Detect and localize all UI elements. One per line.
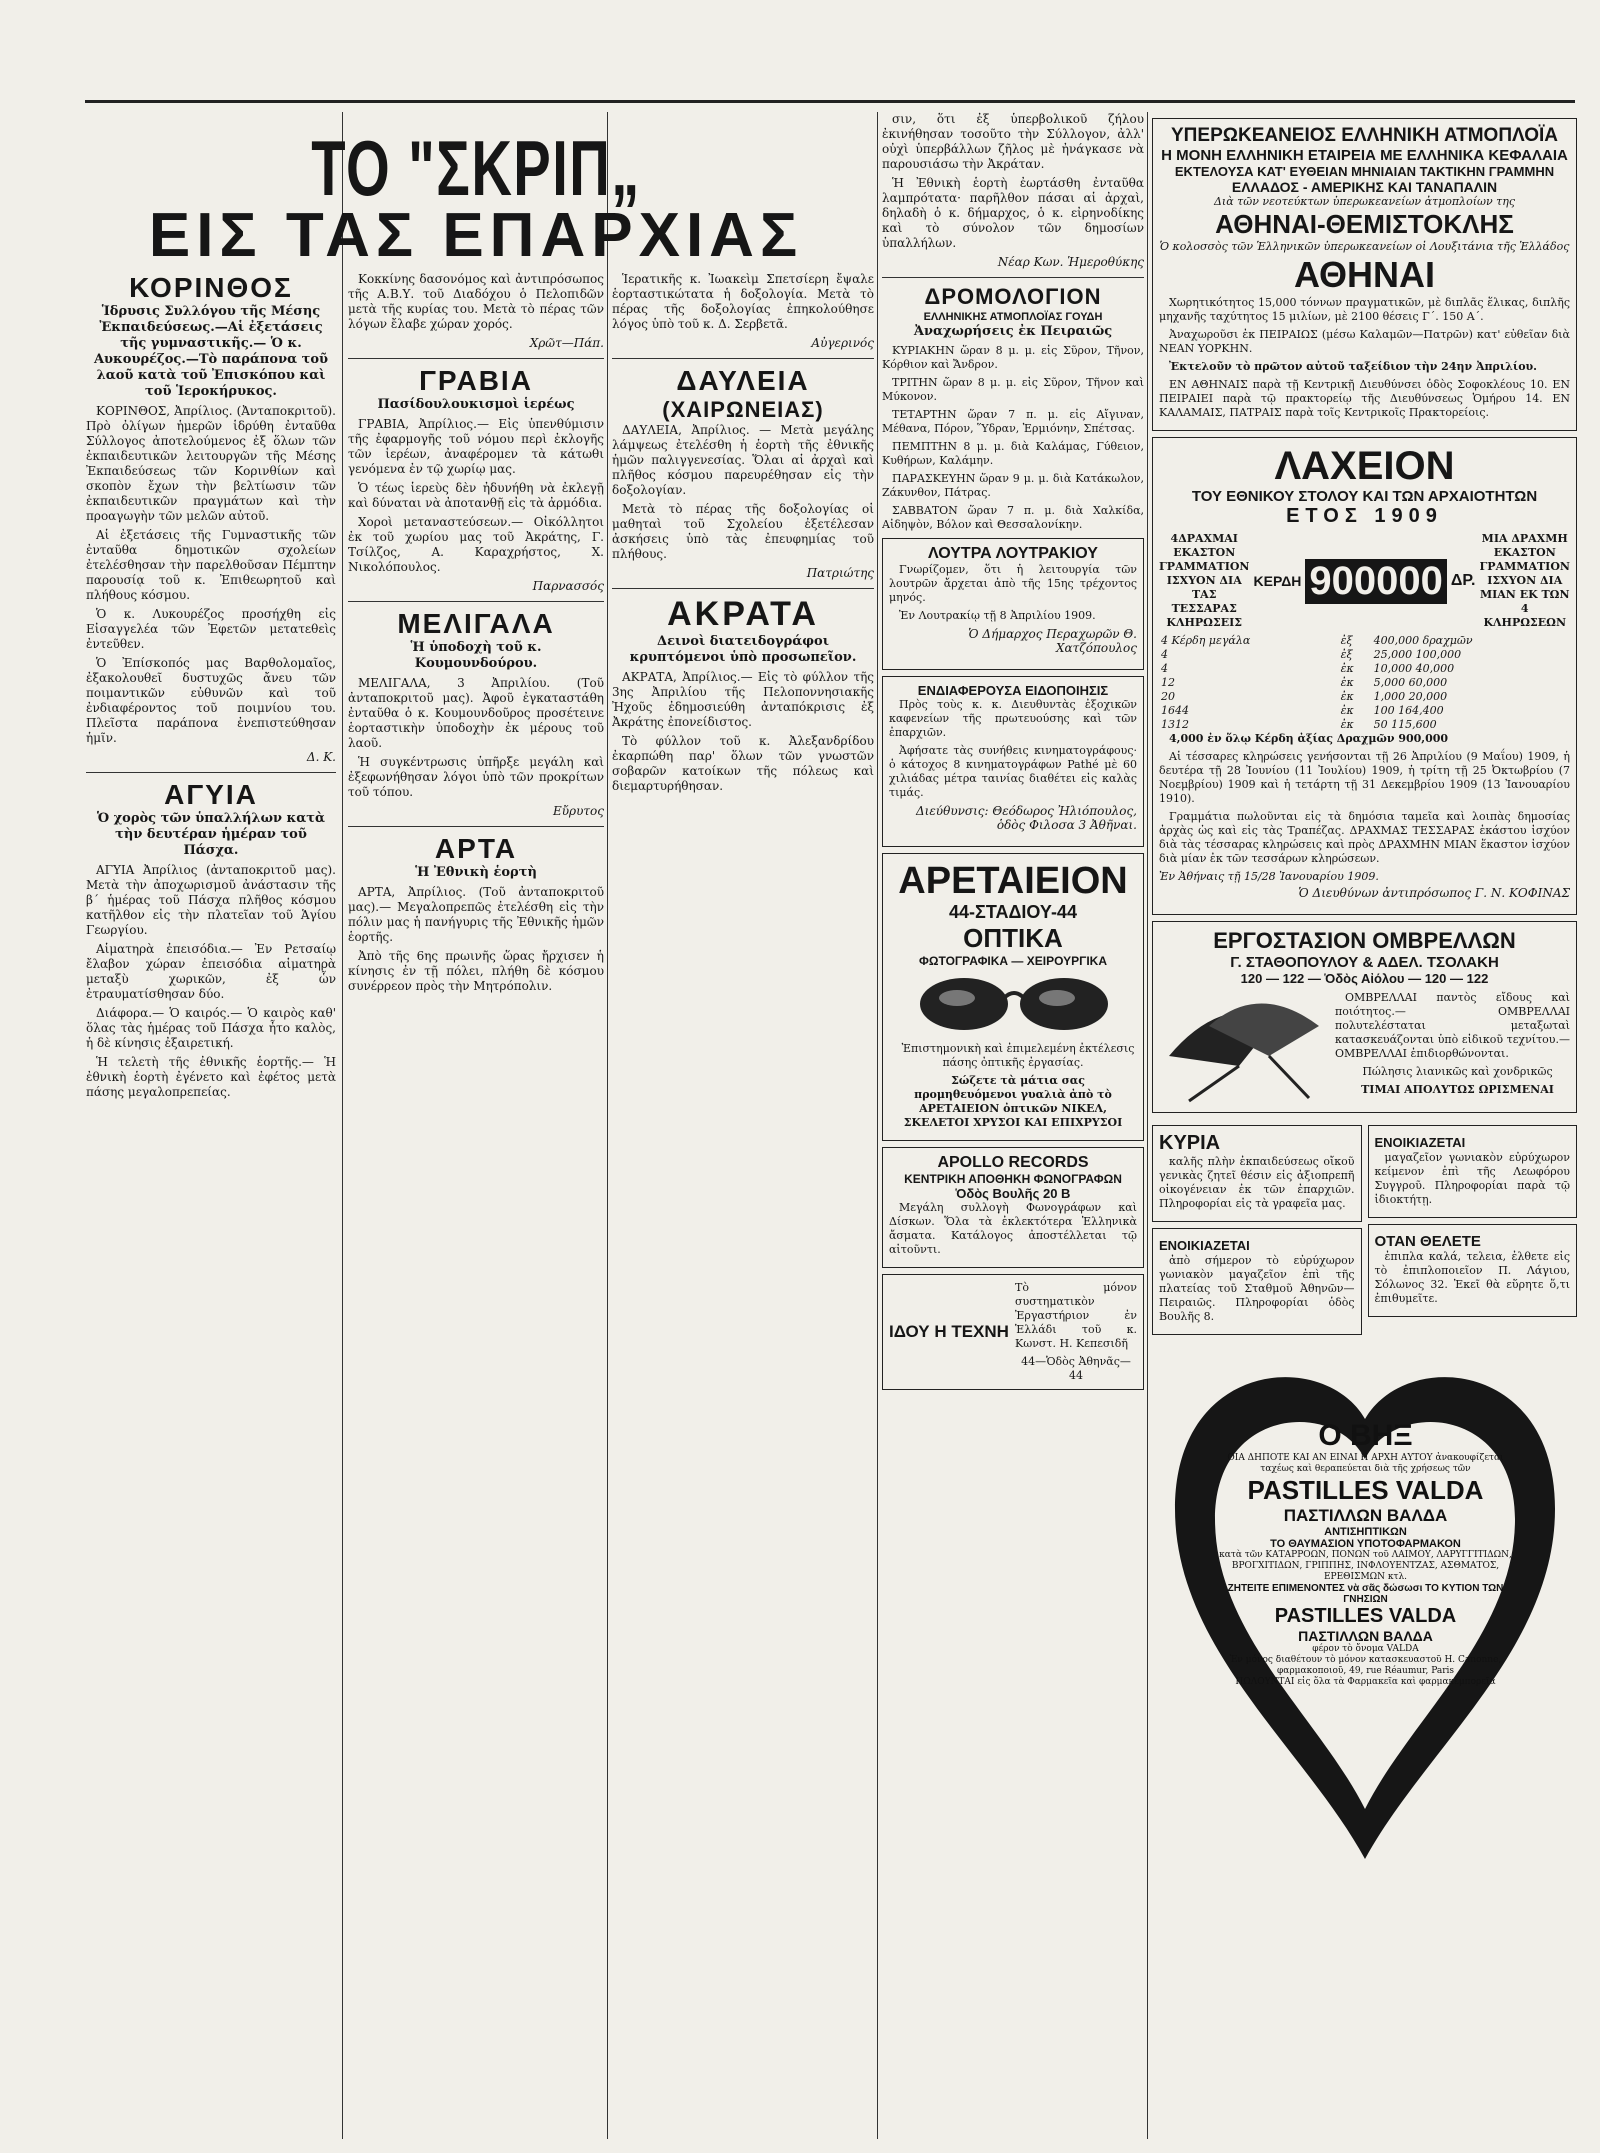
- schedule-row: ΤΡΙΤΗΝ ὥραν 8 μ. μ. εἰς Σῦρον, Τῆνον καὶ Μύκονον.: [882, 376, 1144, 403]
- lottery-right-text: ΜΙΑ ΔΡΑΧΜΗ ΕΚΑΣΤΟΝ ΓΡΑΜΜΑΤΙΟΝ ΙΣΧΥΟΝ ΔΙΑ ΜΙΑΝ ΕΚ ΤΩΝ 4 ΚΛΗΡΩΣΕΩΝ: [1479, 532, 1570, 629]
- article-paragraph: Ἀπὸ τῆς 6ης πρωινῆς ὥρας ἤρχισεν ἡ κίνησις ἐν τῇ πόλει, πλήθη δὲ κόσμου συνέρρεον πρὸς τὴν Μητρόπολιν.: [348, 949, 604, 993]
- schedule-row: ΠΕΜΠΤΗΝ 8 μ. μ. διὰ Καλάμας, Γύθειον, Κυθήρων, Καλάμην.: [882, 440, 1144, 467]
- article-paragraph: Αἱ ἐξετάσεις τῆς Γυμναστικῆς τῶν ἐνταῦθα δημοτικῶν σχολείων ἐτελέσθησαν τὴν παρελθοῦσαν Πέμπτην παρουσίᾳ τοῦ κ. Ἐπιθεωρητοῦ καὶ πλήθους κόσμου.: [86, 528, 336, 602]
- column-4: [882, 112, 1144, 2141]
- column-2: [348, 272, 604, 2141]
- article-lead: Ὁ χορὸς τῶν ὑπαλλήλων κατὰ τὴν δευτέραν ἡμέραν τοῦ Πάσχα.: [96, 811, 326, 858]
- section-subtitle: (ΧΑΙΡΩΝΕΙΑΣ): [662, 397, 824, 422]
- valda-text: κατὰ τῶν ΚΑΤΑΡΡΟΩΝ, ΠΟΝΩΝ τοῦ ΛΑΙΜΟΥ, ΛΑΡΥΓΓΙΤΙΔΩΝ, ΒΡΟΓΧΙΤΙΔΩΝ, ΓΡΙΠΠΗΣ, ΙΝΦΛΟΥΕΝΤΖΑΣ, ΑΣΘΜΑΤΟΣ, ΕΡΕΘΙΣΜΩΝ κτλ.: [1219, 1550, 1512, 1582]
- lottery-date: Ἐν Ἀθήναις τῇ 15/28 Ἰανουαρίου 1909.: [1159, 870, 1379, 883]
- ad-title: ΑΡΕΤΑΙΕΙΟΝ: [898, 860, 1128, 902]
- article-signature: Χρῶτ—Πάπ.: [529, 336, 604, 350]
- divider: [612, 358, 874, 359]
- valda-heart-ad: [1155, 1349, 1575, 1869]
- aretaieion-ad: [882, 853, 1144, 1141]
- divider: [348, 601, 604, 602]
- ad-address: Ὁδὸς Βουλῆς 20 Β: [955, 1186, 1071, 1201]
- notice-date: Ἐν Λουτρακίῳ τῇ 8 Ἀπριλίου 1909.: [899, 609, 1096, 622]
- prize-sep: ἐκ: [1340, 662, 1354, 675]
- valda-text: ΟΙΑ ΔΗΠΟΤΕ ΚΑΙ ΑΝ ΕΙΝΑΙ Η ΑΡΧΗ ΑΥΤΟΥ ἀνακουφίζεται ταχέως καὶ θεραπεύεται διὰ τῆς χρήσεως τῶν: [1227, 1453, 1504, 1474]
- apollo-records-ad: [882, 1147, 1144, 1268]
- article-paragraph: Μετὰ τὸ πέρας τῆς δοξολογίας οἱ μαθηταὶ τοῦ Σχολείου ἐξετέλεσαν ἀσκήσεις ὑπὸ τὰς ἐπευφημίας τοῦ πλήθους.: [612, 502, 874, 561]
- classified-text: ἐπιπλα καλά, τελεια, ἐλθετε εἰς τὸ ἐπιπλοποιεῖον Π. Λάγιου, Σόλωνος 32. Ἐκεῖ θὰ εὕρητε ὅ,τι ἐπιθυμεῖτε.: [1374, 1250, 1570, 1305]
- lottery-total: 4,000 ἐν ὅλῳ Κέρδη ἀξίας Δραχμῶν 900,000: [1169, 732, 1449, 745]
- ad-line: ΕΛΛΑΔΟΣ - ΑΜΕΡΙΚΗΣ ΚΑΙ ΤΑΝΑΠΑΛΙΝ: [1231, 179, 1498, 195]
- section-title-gravia: ΓΡΑΒΙΑ: [419, 365, 533, 396]
- notice-text: Ἀφήσατε τὰς συνήθεις κινηματογράφους· ὁ κάτοχος 8 κινηματογράφων Pathé μὲ 60 χιλιάδας μέτρα ταινίας διαθέτει εἰς καλὰς τιμάς.: [889, 744, 1137, 799]
- ship-names: ΑΘΗΝΑΙ-ΘΕΜΙΣΤΟΚΛΗΣ: [1215, 209, 1514, 239]
- article-paragraph: ΓΡΑΒΙΑ, Ἀπρίλιος.— Εἰς ὑπενθύμισιν τῆς ἐφαρμογῆς τοῦ νόμου περὶ ἐκλογῆς τῶν ἱερέων, ἀναφέρομεν τὰ κάτωθι γενόμενα ἐν τῷ χωρίῳ μας.: [348, 417, 604, 476]
- article-paragraph: ΑΡΤΑ, Ἀπρίλιος. (Τοῦ ἀνταποκριτοῦ μας).— Μεγαλοπρεπῶς ἐτελέσθη εἰς τὴν πόλιν μας ἡ πανήγυρις τῆς Ἐθνικῆς ἡμῶν ἑορτῆς.: [348, 885, 604, 944]
- valda-brand: PASTILLES VALDA: [1274, 1605, 1457, 1627]
- prize-count: 4: [1161, 662, 1168, 675]
- classifieds-right: [1368, 1119, 1578, 1341]
- ferry-schedule: [882, 284, 1144, 532]
- article-paragraph: ΑΚΡΑΤΑ, Ἀπρίλιος.— Εἰς τὸ φύλλον τῆς 3ης Ἀπριλίου τῆς Πελοποννησιακῆς Ἠχοῦς ἐδημοσιεύθη ἀνταπόκρισις ἐξ Ἀκράτης ἐπονείδιστος.: [612, 670, 874, 729]
- notice-signature: Διεύθυνσις: Θεόδωρος Ἠλιόπουλος, ὁδὸς Φιλοσα 3 Ἀθῆναι.: [915, 804, 1137, 832]
- lottery-text: Γραμμάτια πωλοῦνται εἰς τὰ δημόσια ταμεῖα καὶ λοιπὰς δημοσίας ἀρχὰς ὡς καὶ εἰς τὰς Τραπέζας. ΔΡΑΧΜΑΣ ΤΕΣΣΑΡΑΣ ἑκάστου ἰσχύον διὰ τὰς τέσσαρας κληρώσεις καὶ πρὸς ΔΡΑΧΜΗΝ ΜΙΑΝ ἕκαστον ἰσχύον διὰ μίαν ἐκ τῶν τεσσάρων κληρώσεων.: [1159, 810, 1570, 865]
- article-paragraph: Ἡ τελετὴ τῆς ἐθνικῆς ἑορτῆς.— Ἡ ἐθνικὴ ἑορτὴ ἐγένετο καὶ ἐφέτος μετὰ πάσης μεγαλοπρεπείας.: [86, 1055, 336, 1099]
- valda-text: Ἐν μόνος διαθέτουν τὸ μόνον κατασκευαστοῦ H. Canonne, φαρμακοποιοῦ, 49, rue Réaumur, Paris: [1229, 1655, 1502, 1676]
- article-lead: Δεινοὶ διατειδογράφοι κρυπτόμενοι ὑπὸ προσωπεῖον.: [629, 634, 857, 665]
- prize-sep: ἐκ: [1340, 718, 1354, 731]
- lottery-currency: ΔΡ.: [1450, 572, 1476, 589]
- notice-title: ΕΝΔΙΑΦΕΡΟΥΣΑ ΕΙΔΟΠΟΙΗΣΙΣ: [917, 683, 1109, 698]
- prize-count: 20: [1161, 690, 1175, 703]
- section-title-korinthos: ΚΟΡΙΝΘΟΣ: [129, 272, 293, 303]
- prize-value: 400,000 δραχμῶν: [1373, 634, 1473, 647]
- article-paragraph: ΚΟΡΙΝΘΟΣ, Ἀπρίλιος. (Ἀνταποκριτοῦ). Πρὸ ὀλίγων ἡμερῶν ἱδρύθη ἐνταῦθα Σύλλογος ἀποτελούμενος ἐξ ὅλων τῶν ἐκπαιδευτικῶν λειτουργῶν τῆς Μέσης Ἐκπαιδεύσεως τῶν Κορινθίων καὶ σκοπὸν ἔχων τὴν βελτίωσιν τῶν ἐκπαιδευτικῶν πραγμάτων καὶ τὴν προαγωγὴν τῶν μελῶν αὐτοῦ.: [86, 404, 336, 523]
- valda-brand: PASTILLES VALDA: [1247, 1475, 1484, 1505]
- table-row: [1159, 718, 1570, 732]
- column-3: [612, 272, 874, 2141]
- article-paragraph: σιν, ὅτι ἐξ ὑπερβολικοῦ ζήλου ἐκινήθησαν τοσοῦτο τὴν Σύλλογον, ἀλλ' οὐχὶ ὑπερβάλλων ζῆλος μὲ ἠνάγκασε νὰ παρουσιάσω τὴν Ἀκράταν.: [882, 112, 1144, 171]
- divider: [348, 358, 604, 359]
- article-paragraph: Ὁ τέως ἱερεὺς δὲν ἠδυνήθη νὰ ἐκλεγῇ καὶ δύναται νὰ ἀποτανθῇ εἰς τὰ ἀρμόδια.: [348, 481, 604, 510]
- article-signature: Εὔρυτος: [553, 804, 604, 818]
- masthead-banner: [86, 124, 866, 270]
- prize-sep: ἐξ: [1340, 648, 1353, 661]
- ad-title: ΙΔΟΥ Η ΤΕΧΝΗ: [889, 1322, 1009, 1341]
- lottery-title: ΛΑΧΕΙΟΝ: [1274, 444, 1455, 488]
- table-row: [1159, 704, 1570, 718]
- schedule-row: ΣΑΒΒΑΤΟΝ ὥραν 7 π. μ. διὰ Χαλκίδα, Αἰδηψὸν, Βόλον καὶ Θεσσαλονίκην.: [882, 504, 1144, 531]
- schedule-row: ΚΥΡΙΑΚΗΝ ὥραν 8 μ. μ. εἰς Σῦρον, Τῆνον, Κόρθιον καὶ Ἄνδρον.: [882, 344, 1144, 371]
- banner-subtitle: ΕΙΣ ΤΑΣ ΕΠΑΡΧΙΑΣ: [148, 201, 804, 270]
- ad-text: Χωρητικότητος 15,000 τόννων πραγματικῶν, μὲ διπλᾶς ἕλικας, διπλῆς μηχανῆς ταχύτητος 15 μιλίων, μὲ 2100 θέσεις Γ΄. 150 Α΄.: [1159, 296, 1570, 323]
- section-title-arta: ΑΡΤΑ: [434, 833, 518, 864]
- column-rule: [342, 112, 343, 2139]
- ad-text: Ἀναχωροῦσι ἐκ ΠΕΙΡΑΙΩΣ (μέσω Καλαμῶν—Πατρῶν) κατ' εὐθεῖαν διὰ ΝΕΑΝ ΥΟΡΚΗΝ.: [1159, 328, 1570, 355]
- article-paragraph: ΑΓΥΙΑ Ἀπρίλιος (ἀνταποκριτοῦ μας). Μετὰ τὴν ἀποχωρισμοῦ ἀνάστασιν τῆς β΄ ἡμέρας τοῦ Πάσχα πλῆθος κόσμου κατῆλθον εἰς τὴν πλατεῖαν τοῦ Ἁγίου Γεωργίου.: [86, 863, 336, 937]
- classified-enoik1: [1368, 1125, 1578, 1218]
- classified-kyria: [1152, 1125, 1362, 1222]
- ad-text: Μεγάλη συλλογὴ Φωνογράφων καὶ Δίσκων. Ὅλα τὰ ἐκλεκτότερα Ἑλληνικὰ ἄσματα. Κατάλογος ἀποστέλλεται τῷ αἰτοῦντι.: [889, 1201, 1137, 1256]
- prize-count: 1644: [1161, 704, 1189, 717]
- article-paragraph: ΜΕΛΙΓΑΛΑ, 3 Ἀπριλίου. (Τοῦ ἀνταποκριτοῦ μας). Ἀφοῦ ἐγκαταστάθη ἐνταῦθα ὁ κ. Κουμουνδοῦρος προσέτεινε ἑορταστικὴν ὑποδοχὴν ἐκ μέρους τοῦ λαοῦ.: [348, 676, 604, 750]
- top-rule: [85, 100, 1575, 103]
- valda-brand-greek: ΠΑΣΤΙΛΛΩΝ ΒΑΛΔΑ: [1283, 1506, 1448, 1525]
- article-signature: Νέαρ Κων. Ἡμεροθύκης: [997, 255, 1144, 269]
- valda-headline: Ο ΒΗΞ: [1318, 1419, 1413, 1452]
- prize-value: 50 115,600: [1373, 718, 1437, 731]
- banner-title: ΤΟ "ΣΚΡΙΠ„: [311, 124, 641, 212]
- lottery-ad: [1152, 437, 1577, 915]
- prize-count: 4: [1161, 648, 1168, 661]
- ad-address: 44—Ὁδὸς Ἀθηνᾶς—44: [1021, 1355, 1131, 1382]
- classified-text: καλῆς πλὴν ἐκπαιδεύσεως οἴκοῦ γενικὰς ζητεῖ θέσιν εἰς ἀξιοπρεπῆ οἰκογένειαν ἐκ τῶν ἐπαρχιῶν. Πληροφορίαι εἰς τὰ γραφεῖα μας.: [1159, 1155, 1355, 1210]
- table-row: [1159, 690, 1570, 704]
- article-paragraph: ΔΑΥΛΕΙΑ, Ἀπρίλιος. — Μετὰ μεγάλης λάμψεως ἐτελέσθη ἡ ἑορτὴ τῆς ἐθνικῆς ἡμῶν παλιγγενεσίας. Ὅλαι αἱ ἀρχαὶ καὶ πλῆθος κόσμου παρευρέθησαν εἰς τὴν δοξολογίαν.: [612, 423, 874, 497]
- valda-text: ΤΟ ΘΑΥΜΑΣΙΟΝ ΥΠΟΤΟΦΑΡΜΑΚΟΝ: [1270, 1538, 1461, 1550]
- ad-line: ΕΚΤΕΛΟΥΣΑ ΚΑΤ' ΕΥΘΕΙΑΝ ΜΗΝΙΑΙΑΝ ΤΑΚΤΙΚΗΝ ΓΡΑΜΜΗΝ: [1174, 164, 1555, 179]
- ad-line: Ὁ κολοσσὸς τῶν Ἑλληνικῶν ὑπερωκεανείων οἱ Λουξιτάνια τῆς Ἑλλάδος: [1159, 240, 1570, 253]
- umbrella-icon: [1159, 986, 1329, 1106]
- article-lead: Ἡ Ἐθνικὴ ἑορτὴ: [415, 865, 537, 880]
- article-signature: Παρνασσός: [532, 579, 604, 593]
- prize-value: 100 164,400: [1373, 704, 1444, 717]
- classified-otan: [1368, 1224, 1578, 1317]
- article-paragraph: Τὸ φύλλον τοῦ κ. Ἀλεξανδρίδου ἐκαρπώθη παρ' ὅλων τῶν γνωστῶν σοβαρῶν κατοίκων τῆς πόλεως καὶ διεμαρτυρήθησαν.: [612, 734, 874, 793]
- classified-title: ΕΝΟΙΚΙΑΖΕΤΑΙ: [1374, 1135, 1466, 1150]
- lottery-kerdi: ΚΕΡΔΗ: [1253, 573, 1302, 589]
- divider: [882, 277, 1144, 278]
- lottery-prize-amount: 900000: [1305, 559, 1446, 604]
- prize-sep: ἐξ: [1340, 634, 1353, 647]
- ad-text: Τὸ μόνον συστηματικὸν Ἐργαστήριον ἐν Ἑλλάδι τοῦ κ. Κωνστ. Η. Κεπεσιδῆ: [1015, 1281, 1137, 1350]
- loutra-notice: [882, 538, 1144, 670]
- prize-sep: ἐκ: [1340, 676, 1354, 689]
- notice-text: Γνωρίζομεν, ὅτι ἡ λειτουργία τῶν λουτρῶν ἄρχεται ἀπὸ τῆς 15ης τρέχοντος μηνός.: [889, 563, 1137, 604]
- ad-title: APOLLO RECORDS: [937, 1154, 1089, 1171]
- lottery-year: ΕΤΟΣ 1909: [1286, 505, 1443, 527]
- schedule-lead: Ἀναχωρήσεις ἐκ Πειραιῶς: [913, 324, 1113, 339]
- valda-text: φέρον τὸ ὄνομα VALDA: [1312, 1644, 1419, 1654]
- umbrella-body: [1159, 986, 1570, 1106]
- valda-text: ΠΩΛΟΥΝΤΑΙ εἰς ὅλα τὰ Φαρμακεῖα καὶ φαρμακεμπορεῖα: [1235, 1677, 1496, 1687]
- table-row: [1159, 676, 1570, 690]
- prize-sep: ἐκ: [1340, 690, 1354, 703]
- article-paragraph: Αἱματηρὰ ἐπεισόδια.— Ἐν Ρετσαίῳ ἔλαβον χώραν ἐπεισόδια αἱματηρὰ μεταξὺ χωρικῶν, ἐξ ὧν ἐτραυματίσθησαν δύο.: [86, 942, 336, 1001]
- schedule-row: ΤΕΤΑΡΤΗΝ ὥραν 7 π. μ. εἰς Αἴγιναν, Μέθανα, Πόρον, Ὕδραν, Ἑρμιόνην, Σπέτσας.: [882, 408, 1144, 435]
- classified-enoik2: [1152, 1228, 1362, 1335]
- ad-address: 44-ΣΤΑΔΙΟΥ-44: [949, 902, 1077, 922]
- article-paragraph: Ἱερατικῆς κ. Ἰωακεὶμ Σπετσίερη ἔψαλε ἑορταστικώτατα ἡ δοξολογία. Μετὰ τὸ πέρας τῆς δοξολογίας ἐπηκολούθησε λόγος ὑπὸ τοῦ κ. Δ. Σερβετᾶ.: [612, 272, 874, 331]
- notice-text: Πρὸς τοὺς κ. κ. Διευθυντὰς ἐξοχικῶν καφενείων τῆς πρωτευούσης καὶ τῶν ἐπαρχιῶν.: [889, 698, 1137, 739]
- prize-value: 1,000 20,000: [1373, 690, 1448, 703]
- article-paragraph: Χοροὶ μεταναστεύσεων.— Οἰκόλλητοι ἐκ τοῦ χωρίου μας τοῦ Ἀκράτης, Γ. Τσίλζος, Α. Καραχρήστος, Χ. Νικολόπουλος.: [348, 515, 604, 574]
- prize-value: 25,000 100,000: [1373, 648, 1462, 661]
- article-paragraph: Ἡ Ἐθνικὴ ἑορτὴ ἐωρτάσθη ἐνταῦθα λαμπρότατα· παρῆλθον πάσαι αἱ ἀρχαὶ, δηλαδὴ ὁ κ. δήμαρχος, ὁ κ. εἰρηνοδίκης καὶ τὸ σύνολον τῶν δημοσίων ὑπαλλήλων.: [882, 176, 1144, 250]
- ad-address: 120 — 122 — Ὁδὸς Αἰόλου — 120 — 122: [1240, 971, 1489, 986]
- ad-subtitle: ΟΠΤΙΚΑ: [963, 923, 1063, 953]
- ad-text: ΟΜΒΡΕΛΛΑΙ παντὸς εἴδους καὶ ποιότητος.— ΟΜΒΡΕΛΛΑΙ πολυτελέσταται μεταξωταὶ κατασκευάζονται ὑπὸ εἰδικοῦ τεχνίτου.— ΟΜΒΡΕΛΛΑΙ ἐπιδιορθώνονται.: [1335, 991, 1570, 1060]
- section-title-meligala: ΜΕΛΙΓΑΛΑ: [397, 608, 555, 639]
- article-paragraph: Ὁ κ. Λυκουρέζος προσήχθη εἰς Εἰσαγγελέα τῶν Ἐφετῶν μετατεθεὶς ἐντεῦθεν.: [86, 607, 336, 651]
- ad-title: ΥΠΕΡΩΚΕΑΝΕΙΟΣ ΕΛΛΗΝΙΚΗ ΑΤΜΟΠΛΟΪΑ: [1171, 125, 1558, 146]
- article-lead: Ἡ ὑποδοχὴ τοῦ κ. Κουμουνδούρου.: [410, 640, 542, 671]
- section-title-davleia: ΔΑΥΛΕΙΑ: [676, 365, 810, 396]
- table-row: [1159, 662, 1570, 676]
- article-lead: Ἱδρυσις Συλλόγου τῆς Μέσης Ἐκπαιδεύσεως.—Αἱ ἐξετάσεις τῆς γυμναστικῆς.— Ὁ κ. Αυκουρέζος.—Τὸ παράπονα τοῦ λαοῦ κατὰ τοῦ Ἐπισκόπου καὶ τοῦ Ἱεροκήρυκος.: [93, 304, 329, 399]
- classifieds-row: [1152, 1119, 1577, 1341]
- table-row: [1159, 648, 1570, 662]
- ad-text: Ἐπιστημονικὴ καὶ ἐπιμελεμένη ἐκτέλεσις πάσης ὀπτικῆς ἐργασίας.: [901, 1042, 1135, 1069]
- prize-count: 4 Κέρδη μεγάλα: [1161, 634, 1251, 647]
- column-rule: [877, 112, 878, 2139]
- valda-brand-greek: ΠΑΣΤΙΛΛΩΝ ΒΑΛΔΑ: [1298, 1628, 1433, 1644]
- schedule-title: ΔΡΟΜΟΛΟΓΙΟΝ: [924, 284, 1102, 309]
- notice-signature: Ὁ Δήμαρχος Περαχωρῶν Θ. Χατζόπουλος: [968, 627, 1137, 655]
- notice-title: ΛΟΥΤΡΑ ΛΟΥΤΡΑΚΙΟΥ: [928, 545, 1098, 562]
- schedule-subtitle: ΕΛΛΗΝΙΚΗΣ ΑΤΜΟΠΛΟΪΑΣ ΓΟΥΔΗ: [923, 311, 1103, 323]
- ad-text: ΕΝ ΑΘΗΝΑΙΣ παρὰ τῇ Κεντρικῇ Διευθύνσει ὁδὸς Σοφοκλέους 10. ΕΝ ΠΕΙΡΑΙΕΙ παρὰ τῷ πρακτορείῳ τῆς Διευθύνσεως Ὁμήρου 14. ΕΝ ΚΑΛΑΜΑΙΣ, ΠΑΤΡΑΙΣ παρὰ τοῖς Κεντρικοῖς Πρακτορείοις.: [1159, 378, 1570, 419]
- classified-title: ΟΤΑΝ ΘΕΛΕΤΕ: [1374, 1233, 1481, 1250]
- prize-sep: ἐκ: [1340, 704, 1354, 717]
- article-paragraph: Διάφορα.— Ὁ καιρός.— Ὁ καιρὸς καθ' ὅλας τὰς ἡμέρας τοῦ Πάσχα ἦτο καλὸς, ἡ δὲ κίνησις ἐξαιρετική.: [86, 1006, 336, 1050]
- ad-subtitle: ΚΕΝΤΡΙΚΗ ΑΠΟΘΗΚΗ ΦΩΝΟΓΡΑΦΩΝ: [904, 1172, 1122, 1186]
- classifieds-left: [1152, 1119, 1362, 1341]
- ad-text: Σώζετε τὰ μάτια σας προμηθευόμενοι γυαλιὰ ἀπὸ τὸ ΑΡΕΤΑΙΕΙΟΝ ὀπτικῶν ΝΙΚΕΛ, ΣΚΕΛΕΤΟΙ ΧΡΥΣΟΙ ΚΑΙ ΕΠΙΧΡΥΣΟΙ: [903, 1074, 1123, 1129]
- lottery-subtitle: ΤΟΥ ΕΘΝΙΚΟΥ ΣΤΟΛΟΥ ΚΑΙ ΤΩΝ ΑΡΧΑΙΟΤΗΤΩΝ: [1191, 488, 1538, 505]
- lottery-left-text: 4ΔΡΑΧΜΑΙ ΕΚΑΣΤΟΝ ΓΡΑΜΜΑΤΙΟΝ ΙΣΧΥΟΝ ΔΙΑ ΤΑΣ ΤΕΣΣΑΡΑΣ ΚΛΗΡΩΣΕΙΣ: [1159, 532, 1250, 629]
- heart-content: [1213, 1419, 1519, 1688]
- column-5: [1152, 112, 1577, 2141]
- shipping-line-ad: [1152, 118, 1577, 431]
- article-signature: Αὐγερινός: [811, 336, 874, 350]
- article-paragraph: Ὁ Ἐπίσκοπός μας Βαρθολομαῖος, ἐξακολουθεῖ δυστυχῶς ἄνευ τῶν ποιμαντικῶν εὐθυνῶν καὶ τοῦ ἐνδιαφέροντος τοῦ ποιμνίου του. Πλεῖστα παράπονα ἐνεπιστεύθησαν ἡμῖν.: [86, 656, 336, 745]
- divider: [612, 588, 874, 589]
- ad-line: Η ΜΟΝΗ ΕΛΛΗΝΙΚΗ ΕΤΑΙΡΕΙΑ ΜΕ ΕΛΛΗΝΙΚΑ ΚΕΦΑΛΑΙΑ: [1161, 147, 1568, 164]
- table-row: [1159, 634, 1570, 648]
- column-rule: [607, 112, 608, 2139]
- important-notice: [882, 676, 1144, 847]
- section-title-agyia: ΑΓΥΙΑ: [164, 779, 258, 810]
- ad-line: Διὰ τῶν νεοτεύκτων ὑπερωκεανείων ἀτμοπλοίων της: [1213, 195, 1516, 208]
- ad-title: ΕΡΓΟΣΤΑΣΙΟΝ ΟΜΒΡΕΛΛΩΝ: [1213, 928, 1516, 953]
- article-paragraph: Κοκκίνης δασονόμος καὶ ἀντιπρόσωπος τῆς Α.Β.Υ. τοῦ Διαδόχου ὁ Πελοπιδῶν μετὰ τῆς κυρίας του. Μετὰ τὸ πέρας τῶν λόγων ἔλαβε χώραν χορός.: [348, 272, 604, 331]
- ad-text: Ἐκτελοῦν τὸ πρῶτον αὐτοῦ ταξείδιον τὴν 24ην Ἀπριλίου.: [1169, 360, 1538, 373]
- classified-title: ΕΝΟΙΚΙΑΖΕΤΑΙ: [1159, 1238, 1250, 1253]
- classified-text: μαγαζεῖον γωνιακὸν εὐρύχωρον κείμενον ἐπὶ τῆς Λεωφόρου Συγγροῦ. Πληροφορίαι παρὰ τῷ ἰδιοκτήτῃ.: [1374, 1151, 1570, 1206]
- lottery-text: Αἱ τέσσαρες κληρώσεις γενήσονται τῇ 26 Ἀπριλίου (9 Μαΐου) 1909, ἡ δευτέρα τῇ 28 Ἰουνίου (11 Ἰουλίου) 1909, ἡ τρίτη τῇ 25 Ὀκτωβρίου (7 Νοεμβρίου) 1909 καὶ ἡ τετάρτη τῇ 31 Δεκεμβρίου 1909 (13 Ἰανουαρίου 1910).: [1159, 750, 1570, 805]
- column-rule: [1147, 112, 1148, 2139]
- classified-text: ἀπὸ σήμερον τὸ εὐρύχωρον γωνιακὸν μαγαζεῖον ἐπὶ τῆς πλατείας τοῦ Σταθμοῦ Ἀθηνῶν—Πειραιῶς. Πληροφορίαι ὁδὸς Βουλῆς 8.: [1159, 1254, 1355, 1323]
- ship-name: ΑΘΗΝΑΙ: [1293, 254, 1436, 295]
- prize-value: 10,000 40,000: [1373, 662, 1455, 675]
- lottery-signature: Ὁ Διευθύνων ἀντιπρόσωπος Γ. Ν. ΚΟΦΙΝΑΣ: [1298, 886, 1570, 900]
- article-paragraph: Ἡ συγκέντρωσις ὑπῆρξε μεγάλη καὶ ἐξεφωνήθησαν λόγοι ὑπὸ τῶν προκρίτων τοῦ τόπου.: [348, 755, 604, 799]
- divider: [86, 772, 336, 773]
- prize-table: [1159, 634, 1570, 732]
- article-lead: Πασίδουλουκισμοὶ ἱερέως: [377, 397, 575, 412]
- ad-text: ΤΙΜΑΙ ΑΠΟΛΥΤΩΣ ΩΡΙΣΜΕΝΑΙ: [1361, 1083, 1554, 1096]
- ad-text: Πώλησις λιανικῶς καὶ χονδρικῶς: [1362, 1065, 1553, 1078]
- article-signature: Πατριώτης: [806, 566, 874, 580]
- valda-text: ΖΗΤΕΙΤΕ ΕΠΙΜΕΝΟΝΤΕΣ νὰ σᾶς δώσωσι ΤΟ ΚΥΤΙΟΝ ΤΩΝ ΓΝΗΣΙΩΝ: [1227, 1583, 1504, 1605]
- schedule-row: ΠΑΡΑΣΚΕΥΗΝ ὥραν 9 μ. μ. διὰ Κατάκωλον, Ζάκυνθον, Πάτρας.: [882, 472, 1144, 499]
- article-signature: Δ. Κ.: [306, 750, 336, 764]
- valda-text: ΑΝΤΙΣΗΠΤΙΚΩΝ: [1324, 1526, 1407, 1538]
- spectacles-icon: [889, 968, 1139, 1038]
- classified-title: ΚΥΡΙΑ: [1159, 1132, 1221, 1154]
- prize-count: 1312: [1161, 718, 1189, 731]
- prize-count: 12: [1161, 676, 1175, 689]
- ad-owners: Γ. ΣΤΑΘΟΠΟΥΛΟΥ & ΑΔΕΛ. ΤΣΟΛΑΚΗ: [1230, 954, 1499, 971]
- umbrella-factory-ad: [1152, 921, 1577, 1113]
- techni-ad: [882, 1274, 1144, 1390]
- ad-line: ΦΩΤΟΓΡΑΦΙΚΑ — ΧΕΙΡΟΥΡΓΙΚΑ: [918, 954, 1107, 968]
- lottery-banner: [1159, 532, 1570, 630]
- section-title-akrata: ΑΚΡΑΤΑ: [667, 595, 819, 633]
- prize-value: 5,000 60,000: [1373, 676, 1448, 689]
- divider: [348, 826, 604, 827]
- column-1: [86, 272, 336, 2141]
